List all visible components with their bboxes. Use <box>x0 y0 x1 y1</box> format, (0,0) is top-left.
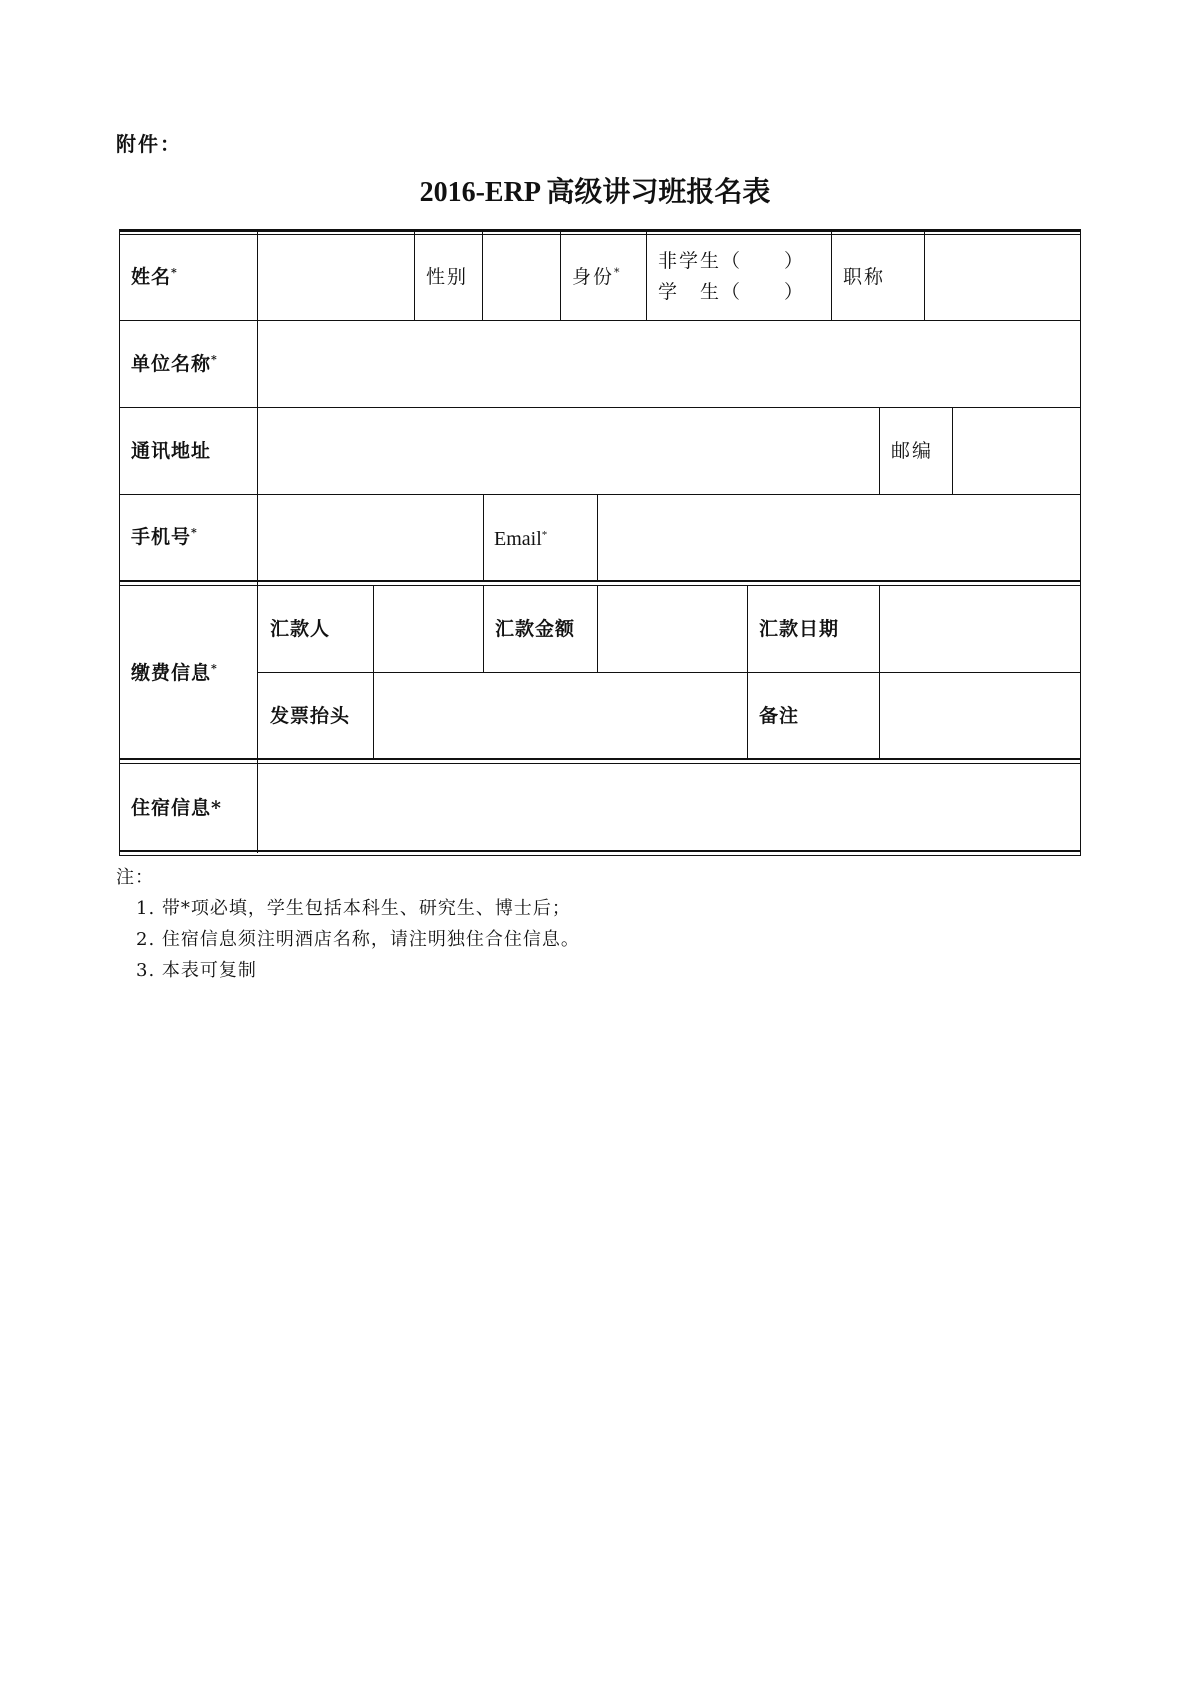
note-item: 1. 带*项必填，学生包括本科生、研究生、博士后； <box>136 898 571 919</box>
amount-label: 汇款金额 <box>495 618 576 640</box>
identity-option-student[interactable]: 学 生（ ） <box>658 281 806 303</box>
payment-date-field[interactable] <box>880 587 1080 672</box>
invoice-title-field[interactable] <box>374 673 747 758</box>
amount-field[interactable] <box>598 587 747 672</box>
attachment-label: 附件： <box>116 132 182 156</box>
job-title-label: 职称 <box>843 266 886 288</box>
organization-field[interactable] <box>258 321 1080 407</box>
name-field[interactable] <box>258 235 414 320</box>
identity-label: 身份* <box>572 266 622 288</box>
table-left-border <box>119 229 120 856</box>
identity-option-non-student[interactable]: 非学生（ ） <box>658 250 806 272</box>
remark-field[interactable] <box>880 673 1080 758</box>
mobile-field[interactable] <box>258 495 483 580</box>
gender-field[interactable] <box>483 235 560 320</box>
note-item: 3. 本表可复制 <box>136 960 257 981</box>
payment-date-label: 汇款日期 <box>759 618 840 640</box>
cell-divider <box>831 232 832 320</box>
name-label: 姓名* <box>131 266 178 288</box>
table-bottom-inner-border <box>119 855 1081 856</box>
lodging-info-field[interactable] <box>258 764 1080 850</box>
notes <box>116 862 580 986</box>
cell-divider <box>560 232 561 320</box>
section-divider <box>119 580 1081 582</box>
table-right-border <box>1080 229 1081 856</box>
mobile-label: 手机号* <box>131 526 198 548</box>
cell-divider <box>483 494 484 580</box>
payer-label: 汇款人 <box>270 618 331 640</box>
cell-divider <box>483 586 484 672</box>
payer-field[interactable] <box>374 587 483 672</box>
postcode-field[interactable] <box>953 408 1080 494</box>
job-title-field[interactable] <box>925 235 1080 320</box>
organization-label: 单位名称* <box>131 353 218 375</box>
cell-divider <box>747 586 748 758</box>
form-title: 2016-ERP 高级讲习班报名表 <box>419 177 771 208</box>
lodging-info-label: 住宿信息* <box>131 797 222 819</box>
email-field[interactable] <box>598 495 1080 580</box>
address-field[interactable] <box>258 408 879 494</box>
table-bottom-border <box>119 850 1081 852</box>
payment-info-label: 缴费信息* <box>131 662 218 684</box>
cell-divider <box>646 232 647 320</box>
note-item: 2. 住宿信息须注明酒店名称，请注明独住合住信息。 <box>136 929 580 950</box>
section-divider <box>119 758 1081 760</box>
section-divider-inner <box>119 585 1081 586</box>
cell-divider <box>414 232 415 320</box>
invoice-title-label: 发票抬头 <box>270 705 351 727</box>
notes-heading: 注： <box>116 867 154 888</box>
remark-label: 备注 <box>759 705 800 727</box>
postcode-label: 邮编 <box>891 440 934 462</box>
email-label: Email* <box>494 528 548 550</box>
address-label: 通讯地址 <box>131 440 212 462</box>
cell-divider <box>879 407 880 494</box>
table-top-border <box>119 229 1081 232</box>
gender-label: 性别 <box>426 266 469 288</box>
